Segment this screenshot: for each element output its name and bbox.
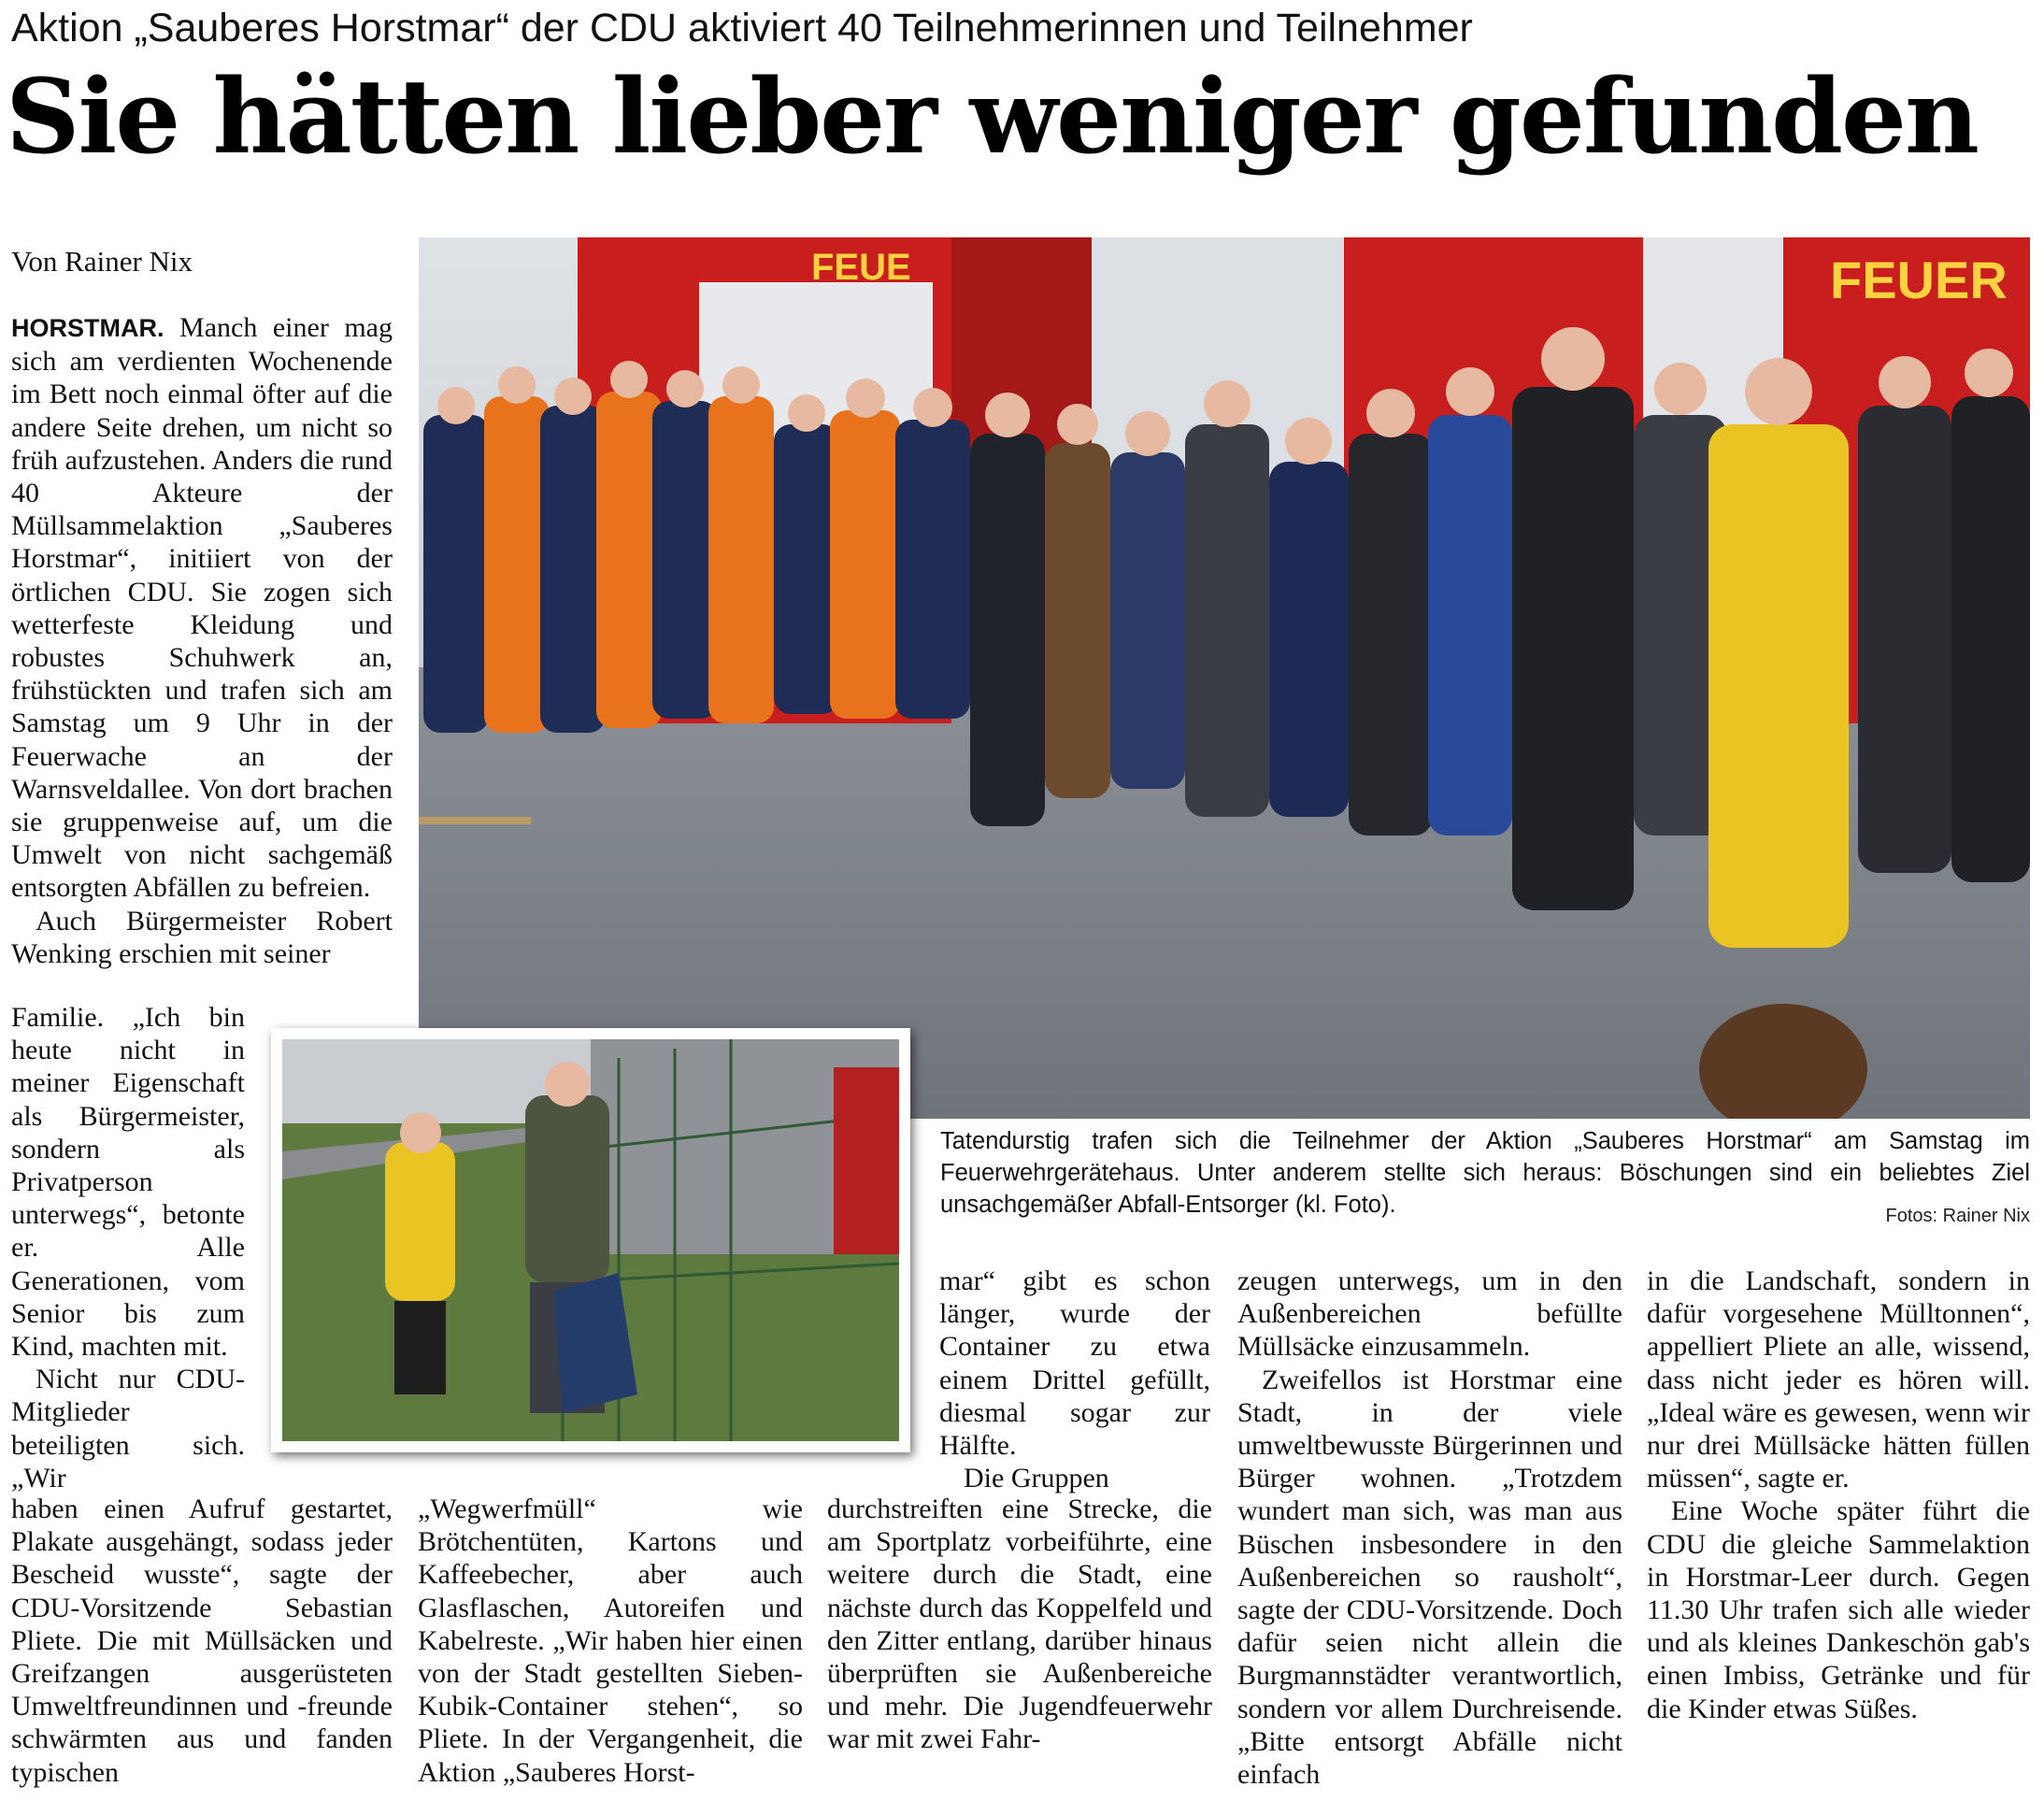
paragraph-members-start: Nicht nur CDU-Mitglieder beteiligten sich. „Wir [11,1364,245,1493]
paragraph-mayor-start: Auch Bürgermeister Robert Wenking erschien mit seiner [11,905,393,969]
photo-caption: Tatendurstig trafen sich die Teilnehmer der Aktion „Sauberes Horstmar“ am Samstag im Feuerwehrgerätehaus. Unter anderem stellte sich heraus: Böschungen sind ein beliebtes Ziel unsachgemäßer Abfall-Entsorger (kl. Foto). [940,1128,2030,1218]
column-4 [1237,1265,1622,1791]
dateline: HORSTMAR. [11,314,164,342]
column-5 [1647,1265,2030,1725]
headline: Sie hätten lieber weniger gefunden [6,56,1978,177]
byline: Von Rainer Nix [11,245,193,278]
paragraph-intro: HORSTMAR. Manch einer mag sich am verdienten Wochenende im Bett noch einmal öfter auf die andere Seite drehen, um nicht so früh aufzustehen. Anders die rund 40 Akteure der Müllsammelaktion „Sauberes Horstmar“, initiiert von der örtlichen CDU. Sie zogen sich wetterfeste Kleidung und robustes Schuhwerk an, frühstückten und trafen sich am Samstag um 9 Uhr in der Feuerwache an der Warnsveldallee. Von dort brachen sie gruppenweise auf, um die Umwelt von nicht sachgemäß entsorgten Abfällen zu befreien. [11,312,393,904]
paragraph-mayor-cont: Familie. „Ich bin heute nicht in meiner Eigenschaft als Bürgermeister, sondern als Privatperson unterwegs“, betonte er. Alle Generationen, vom Senior bis zum Kind, machten mit. [11,1002,245,1363]
paragraph-col3b: Die Gruppen [964,1463,1109,1494]
paragraph-col3c: durchstreiften eine Strecke, die am Sportplatz vorbeiführte, eine weitere durch die Stadt, eine nächste durch das Koppelfeld und den Zitter entlang, darüber hinaus überprüften sie Außenbereiche und mehr. Die Jugendfeuerwehr war mit zwei Fahr- [827,1493,1212,1755]
column-3-top [939,1265,1210,1494]
paragraph-col3a: mar“ gibt es schon länger, wurde der Container zu etwa einem Drittel gefüllt, diesmal sogar zur Hälfte. [939,1265,1210,1462]
paragraph-col5-1: in die Landschaft, sondern in dafür vorgesehene Mülltonnen“, appelliert Pliete an alle, wissend, dass nicht jeder es hören will. „Ideal wäre es gewesen, wenn wir nur drei Müllsäcke hätten füllen müssen“, sagte er. [1647,1265,2030,1494]
inset-photo [271,1028,910,1452]
paragraph-col2: „Wegwerfmüll“ wie Brötchentüten, Kartons und Kaffeebecher, aber auch Glasflaschen, Autoreifen und Kabelreste. „Wir haben hier einen von der Stadt gestellten Sieben-Kubik-Container stehen“, so Pliete. In der Vergangenheit, die Aktion „Sauberes Horst- [418,1493,803,1788]
photo-credit: Fotos: Rainer Nix [1885,1206,2030,1226]
column-1-bottom [11,1493,393,1789]
truck-sign-right: FEUER [1830,250,2008,309]
column-3-bottom [827,1493,1212,1756]
paragraph-col4-1: zeugen unterwegs, um in den Außenbereichen befüllte Müllsäcke einzusammeln. [1237,1265,1622,1363]
group-photo [419,237,2030,1119]
truck-sign-left: FEUE [811,247,911,288]
column-1-narrow [11,1001,245,1494]
column-1-top [11,311,393,970]
kicker: Aktion „Sauberes Horstmar“ der CDU aktiviert 40 Teilnehmerinnen und Teilnehmer [11,6,1473,50]
paragraph-col5-2: Eine Woche später führt die CDU die gleiche Sammelaktion in Horstmar-Leer durch. Gegen 11.30 Uhr trafen sich alle wieder und als kleines Dankeschön gab's einen Imbiss, Getränke und für die Kinder etwas Süßes. [1647,1495,2030,1724]
paragraph-members-cont: haben einen Aufruf gestartet, Plakate ausgehängt, sodass jeder Bescheid wusste“, sagte der CDU-Vorsitzende Sebastian Pliete. Die mit Müllsäcken und Greifzangen ausgerüsteten Umweltfreundinnen und -freunde schwärmten aus und fanden typischen [11,1493,393,1788]
column-2 [418,1493,803,1789]
paragraph-col4-2: Zweifellos ist Horstmar eine Stadt, in der viele umweltbewusste Bürgerinnen und Bürger wohnen. „Trotzdem wundert man sich, was man aus Büschen insbesondere in den Außenbereichen so rausholt“, sagte der CDU-Vorsitzende. Doch dafür seien nicht allein die Burgmannstädter verantwortlich, sondern vor allem Durchreisende. „Bitte entsorgt Abfälle nicht einfach [1237,1364,1622,1791]
